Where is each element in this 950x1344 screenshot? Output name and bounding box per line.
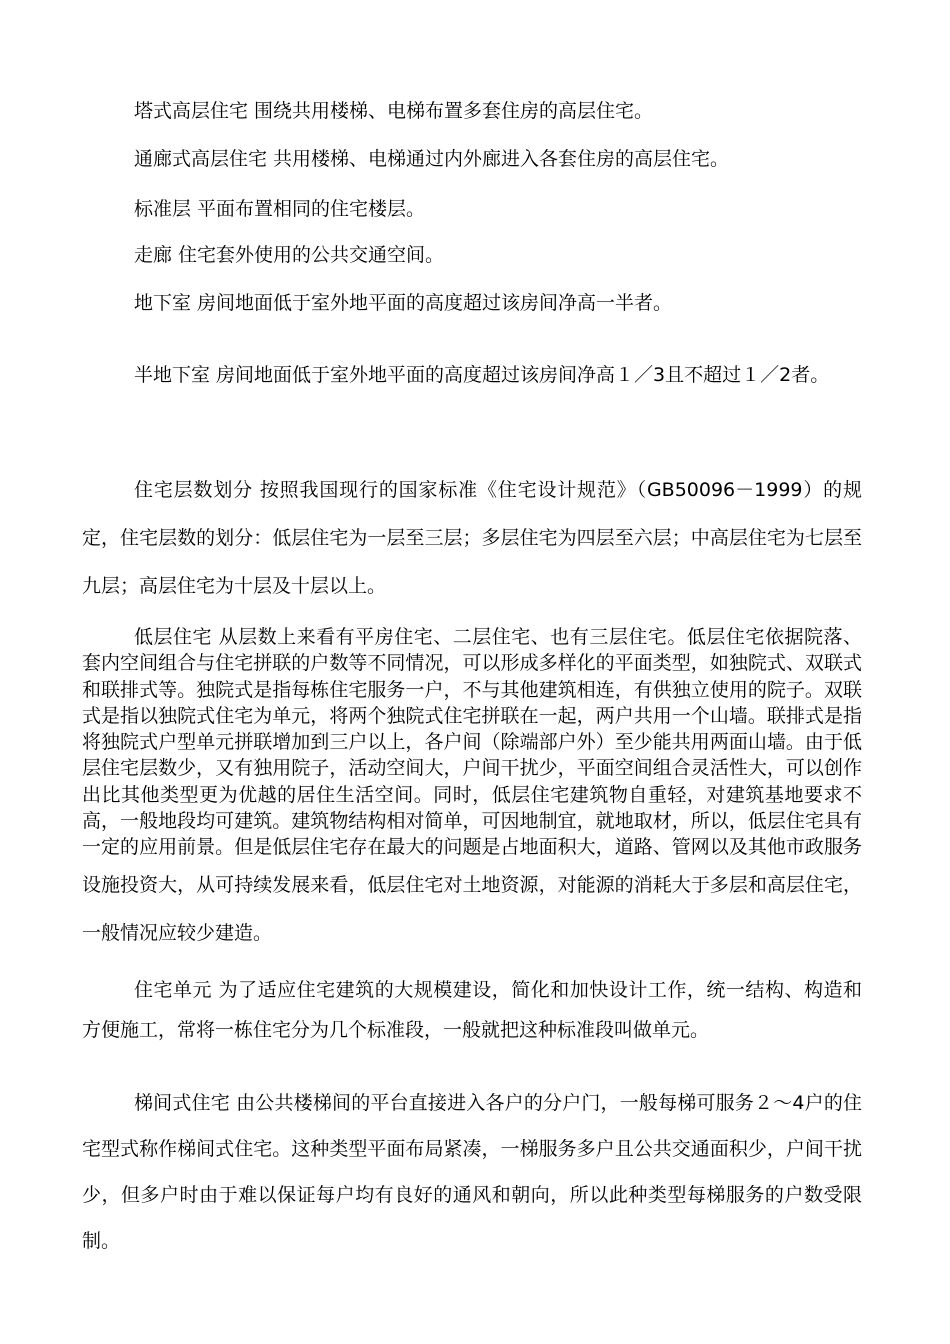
paragraph-stairwell-first: 梯间式住宅 由公共楼梯间的平台直接进入各户的分户门，一般每梯可服务２ (134, 1092, 774, 1114)
paragraph-basement: 地下室 房间地面低于室外地平面的高度超过该房间净高一半者。 (134, 292, 673, 314)
paragraph-corridor-highrise: 通廊式高层住宅 共用楼梯、电梯通过内外廊进入各套住房的高层住宅。 (134, 148, 730, 170)
paragraph-corridor: 走廊 住宅套外使用的公共交通空间。 (134, 244, 445, 266)
paragraph-low-rise-main: 低层住宅 从层数上来看有平房住宅、二层住宅、也有三层住宅。低层住宅依据院落、套内空间组合与住宅拼联的户数等不同情况，可以形成多样化的平面类型，如独院式、双联式和联排式等。独院式是指每栋住宅服务一户，不与其他建筑相连，有供独立使用的院子。双联式是指以独院式住宅为单元，将两个独院式住宅拼联在一起，两户共用一个山墙。联排式是指将独院式户型单元拼联增加到三户以上，各户间（除端部户外）至少能共用两面山墙。由于低层住宅层数少，又有独用院子，活动空间大，户间干扰少，平面空间组合灵活性大，可以创作出比其他类型更为优越的居住生活空间。同时，低层住宅建筑物自重轻，对建筑基地要求不高，一般地段均可建筑。建筑物结构相对简单，可因地制宜，就地取材，所以，低层住宅具有一定的应用前景。但是低层住宅存在最大的问题是占地面积大，道路、管网以及其他市政服务设施投资大，从可持续发展来看，低层住宅对土地资源，对能源的消耗大于多 (82, 626, 862, 896)
paragraph-floor-classification: 住宅层数划分 按照我国现行的国家标准《住宅设计规范》（GB50096－1999）的规定，住宅层数的划分：低层住宅为一层至三层；多层住宅为四层至六层；中高层住宅为七层至九层；高层住宅为十层及十层以上。 (82, 479, 862, 597)
paragraph-low-rise (82, 624, 862, 957)
paragraph-stairwell-rest: ～4户的住宅型式称作梯间式住宅。这种类型平面布局紧凑，一梯服务多户且公共交通面积少，户间干扰少，但多户时由于难以保证每户均有良好的通风和朝向，所以此种类型每梯服务的户数受限制。 (82, 1092, 862, 1252)
paragraph-tower-highrise: 塔式高层住宅 围绕共用楼梯、电梯布置多套住房的高层住宅。 (134, 100, 654, 122)
paragraph-stairwell-housing (82, 1080, 862, 1264)
paragraph-semi-basement: 半地下室 房间地面低于室外地平面的高度超过该房间净高１／3且不超过１／2者。 (134, 364, 830, 386)
paragraph-standard-floor: 标准层 平面布置相同的住宅楼层。 (134, 198, 426, 220)
paragraph-housing-unit: 住宅单元 为了适应住宅建筑的大规模建设，简化和加快设计工作，统一结构、构造和方便施工，常将一栋住宅分为几个标准段，一般就把这种标准段叫做单元。 (82, 979, 862, 1041)
paragraph-low-rise-last: 层和高层住宅，一般情况应较少建造。 (82, 873, 862, 944)
